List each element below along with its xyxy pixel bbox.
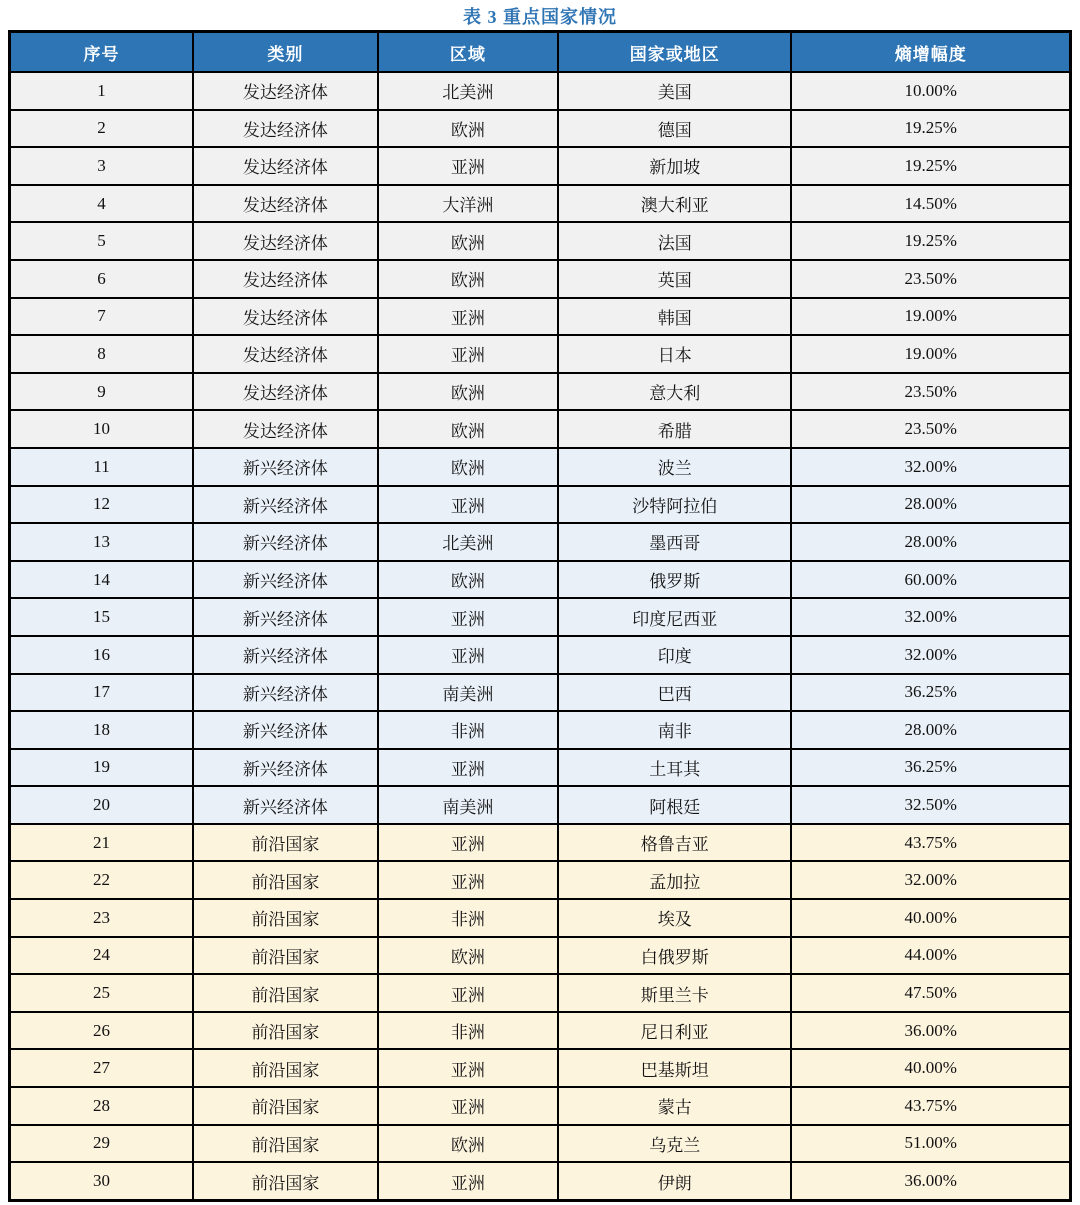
table-row: [10, 1162, 1071, 1200]
cell-no: 29: [10, 1125, 194, 1163]
cell-region: 欧洲: [378, 937, 558, 975]
table-row: [10, 937, 1071, 975]
cell-no: 13: [10, 523, 194, 561]
cell-category: 发达经济体: [193, 260, 378, 298]
cell-no: 16: [10, 636, 194, 674]
cell-category: 发达经济体: [193, 110, 378, 148]
table-row: [10, 410, 1071, 448]
table-row: [10, 72, 1071, 110]
cell-value: 19.25%: [791, 222, 1070, 260]
cell-country: 沙特阿拉伯: [558, 486, 791, 524]
cell-category: 新兴经济体: [193, 561, 378, 599]
cell-value: 32.00%: [791, 636, 1070, 674]
column-header-1: 类别: [193, 32, 378, 73]
column-header-0: 序号: [10, 32, 194, 73]
cell-region: 欧洲: [378, 260, 558, 298]
cell-category: 发达经济体: [193, 222, 378, 260]
cell-country: 埃及: [558, 899, 791, 937]
cell-category: 新兴经济体: [193, 523, 378, 561]
cell-region: 亚洲: [378, 1162, 558, 1200]
cell-value: 32.00%: [791, 448, 1070, 486]
cell-category: 前沿国家: [193, 1087, 378, 1125]
cell-region: 非洲: [378, 711, 558, 749]
table-body: [10, 72, 1071, 1200]
table-row: [10, 598, 1071, 636]
cell-category: 前沿国家: [193, 899, 378, 937]
cell-country: 德国: [558, 110, 791, 148]
cell-country: 阿根廷: [558, 786, 791, 824]
cell-value: 14.50%: [791, 185, 1070, 223]
cell-value: 32.00%: [791, 598, 1070, 636]
cell-no: 12: [10, 486, 194, 524]
cell-country: 法国: [558, 222, 791, 260]
cell-value: 36.25%: [791, 749, 1070, 787]
cell-country: 乌克兰: [558, 1125, 791, 1163]
cell-region: 北美洲: [378, 523, 558, 561]
cell-country: 波兰: [558, 448, 791, 486]
cell-category: 新兴经济体: [193, 674, 378, 712]
cell-no: 21: [10, 824, 194, 862]
cell-region: 欧洲: [378, 1125, 558, 1163]
cell-value: 51.00%: [791, 1125, 1070, 1163]
column-header-2: 区域: [378, 32, 558, 73]
cell-country: 英国: [558, 260, 791, 298]
cell-country: 意大利: [558, 373, 791, 411]
cell-value: 23.50%: [791, 410, 1070, 448]
table-row: [10, 861, 1071, 899]
cell-region: 亚洲: [378, 298, 558, 336]
cell-region: 大洋洲: [378, 185, 558, 223]
cell-value: 19.00%: [791, 335, 1070, 373]
cell-category: 发达经济体: [193, 410, 378, 448]
cell-no: 26: [10, 1012, 194, 1050]
cell-no: 8: [10, 335, 194, 373]
cell-value: 36.25%: [791, 674, 1070, 712]
cell-no: 18: [10, 711, 194, 749]
cell-category: 前沿国家: [193, 824, 378, 862]
table-row: [10, 373, 1071, 411]
cell-no: 28: [10, 1087, 194, 1125]
cell-region: 亚洲: [378, 1087, 558, 1125]
cell-region: 亚洲: [378, 598, 558, 636]
table-row: [10, 1049, 1071, 1087]
cell-no: 19: [10, 749, 194, 787]
cell-region: 南美洲: [378, 674, 558, 712]
column-header-3: 国家或地区: [558, 32, 791, 73]
cell-category: 新兴经济体: [193, 598, 378, 636]
cell-country: 白俄罗斯: [558, 937, 791, 975]
cell-value: 44.00%: [791, 937, 1070, 975]
cell-category: 新兴经济体: [193, 786, 378, 824]
table-row: [10, 147, 1071, 185]
cell-country: 巴基斯坦: [558, 1049, 791, 1087]
header-row: [10, 32, 1071, 73]
table-row: [10, 786, 1071, 824]
table-row: [10, 711, 1071, 749]
cell-country: 墨西哥: [558, 523, 791, 561]
cell-country: 格鲁吉亚: [558, 824, 791, 862]
cell-no: 20: [10, 786, 194, 824]
cell-no: 11: [10, 448, 194, 486]
cell-region: 亚洲: [378, 824, 558, 862]
cell-region: 亚洲: [378, 147, 558, 185]
cell-category: 发达经济体: [193, 298, 378, 336]
cell-no: 5: [10, 222, 194, 260]
cell-region: 亚洲: [378, 749, 558, 787]
cell-country: 巴西: [558, 674, 791, 712]
cell-region: 北美洲: [378, 72, 558, 110]
table-row: [10, 110, 1071, 148]
cell-country: 新加坡: [558, 147, 791, 185]
table-row: [10, 749, 1071, 787]
cell-country: 土耳其: [558, 749, 791, 787]
cell-no: 6: [10, 260, 194, 298]
cell-category: 发达经济体: [193, 185, 378, 223]
cell-value: 47.50%: [791, 974, 1070, 1012]
table-row: [10, 1012, 1071, 1050]
cell-category: 前沿国家: [193, 1049, 378, 1087]
cell-no: 2: [10, 110, 194, 148]
cell-region: 欧洲: [378, 448, 558, 486]
cell-country: 希腊: [558, 410, 791, 448]
cell-value: 40.00%: [791, 899, 1070, 937]
cell-category: 新兴经济体: [193, 749, 378, 787]
cell-region: 亚洲: [378, 1049, 558, 1087]
cell-no: 1: [10, 72, 194, 110]
table-title: 表 3 重点国家情况: [463, 7, 617, 27]
cell-country: 南非: [558, 711, 791, 749]
cell-value: 19.25%: [791, 110, 1070, 148]
cell-region: 亚洲: [378, 486, 558, 524]
cell-country: 韩国: [558, 298, 791, 336]
table-row: [10, 824, 1071, 862]
cell-value: 10.00%: [791, 72, 1070, 110]
cell-no: 10: [10, 410, 194, 448]
cell-no: 30: [10, 1162, 194, 1200]
cell-value: 43.75%: [791, 824, 1070, 862]
cell-region: 欧洲: [378, 561, 558, 599]
table-row: [10, 486, 1071, 524]
cell-country: 伊朗: [558, 1162, 791, 1200]
cell-country: 尼日利亚: [558, 1012, 791, 1050]
cell-category: 新兴经济体: [193, 636, 378, 674]
table-row: [10, 523, 1071, 561]
cell-value: 32.50%: [791, 786, 1070, 824]
cell-category: 前沿国家: [193, 861, 378, 899]
table-row: [10, 1087, 1071, 1125]
cell-category: 发达经济体: [193, 373, 378, 411]
cell-value: 40.00%: [791, 1049, 1070, 1087]
cell-value: 28.00%: [791, 523, 1070, 561]
cell-region: 非洲: [378, 899, 558, 937]
cell-country: 澳大利亚: [558, 185, 791, 223]
cell-category: 前沿国家: [193, 1125, 378, 1163]
cell-value: 36.00%: [791, 1012, 1070, 1050]
cell-value: 28.00%: [791, 486, 1070, 524]
cell-region: 非洲: [378, 1012, 558, 1050]
cell-no: 17: [10, 674, 194, 712]
cell-category: 发达经济体: [193, 335, 378, 373]
table-row: [10, 636, 1071, 674]
table-row: [10, 448, 1071, 486]
table-row: [10, 260, 1071, 298]
cell-category: 新兴经济体: [193, 448, 378, 486]
cell-value: 60.00%: [791, 561, 1070, 599]
table-row: [10, 298, 1071, 336]
cell-region: 亚洲: [378, 861, 558, 899]
cell-category: 发达经济体: [193, 147, 378, 185]
table-row: [10, 335, 1071, 373]
cell-category: 新兴经济体: [193, 711, 378, 749]
cell-region: 欧洲: [378, 222, 558, 260]
cell-region: 亚洲: [378, 974, 558, 1012]
cell-value: 23.50%: [791, 260, 1070, 298]
table-row: [10, 185, 1071, 223]
column-header-4: 熵增幅度: [791, 32, 1070, 73]
cell-region: 亚洲: [378, 636, 558, 674]
cell-no: 4: [10, 185, 194, 223]
cell-value: 32.00%: [791, 861, 1070, 899]
cell-category: 前沿国家: [193, 937, 378, 975]
cell-region: 欧洲: [378, 410, 558, 448]
cell-category: 前沿国家: [193, 974, 378, 1012]
table-row: [10, 1125, 1071, 1163]
cell-country: 印度: [558, 636, 791, 674]
cell-category: 前沿国家: [193, 1162, 378, 1200]
cell-no: 27: [10, 1049, 194, 1087]
cell-value: 23.50%: [791, 373, 1070, 411]
cell-no: 15: [10, 598, 194, 636]
cell-no: 24: [10, 937, 194, 975]
cell-value: 28.00%: [791, 711, 1070, 749]
cell-no: 9: [10, 373, 194, 411]
cell-value: 19.00%: [791, 298, 1070, 336]
cell-no: 7: [10, 298, 194, 336]
cell-no: 14: [10, 561, 194, 599]
cell-country: 蒙古: [558, 1087, 791, 1125]
cell-country: 斯里兰卡: [558, 974, 791, 1012]
cell-country: 美国: [558, 72, 791, 110]
cell-region: 亚洲: [378, 335, 558, 373]
cell-region: 欧洲: [378, 110, 558, 148]
cell-no: 23: [10, 899, 194, 937]
cell-value: 19.25%: [791, 147, 1070, 185]
cell-value: 36.00%: [791, 1162, 1070, 1200]
cell-no: 25: [10, 974, 194, 1012]
table-row: [10, 674, 1071, 712]
key-countries-table: [8, 30, 1072, 1202]
cell-category: 新兴经济体: [193, 486, 378, 524]
table-row: [10, 974, 1071, 1012]
cell-region: 南美洲: [378, 786, 558, 824]
cell-category: 前沿国家: [193, 1012, 378, 1050]
table-row: [10, 561, 1071, 599]
cell-no: 3: [10, 147, 194, 185]
cell-country: 印度尼西亚: [558, 598, 791, 636]
cell-country: 日本: [558, 335, 791, 373]
cell-country: 俄罗斯: [558, 561, 791, 599]
table-row: [10, 222, 1071, 260]
cell-region: 欧洲: [378, 373, 558, 411]
cell-no: 22: [10, 861, 194, 899]
cell-country: 孟加拉: [558, 861, 791, 899]
cell-category: 发达经济体: [193, 72, 378, 110]
table-row: [10, 899, 1071, 937]
cell-value: 43.75%: [791, 1087, 1070, 1125]
